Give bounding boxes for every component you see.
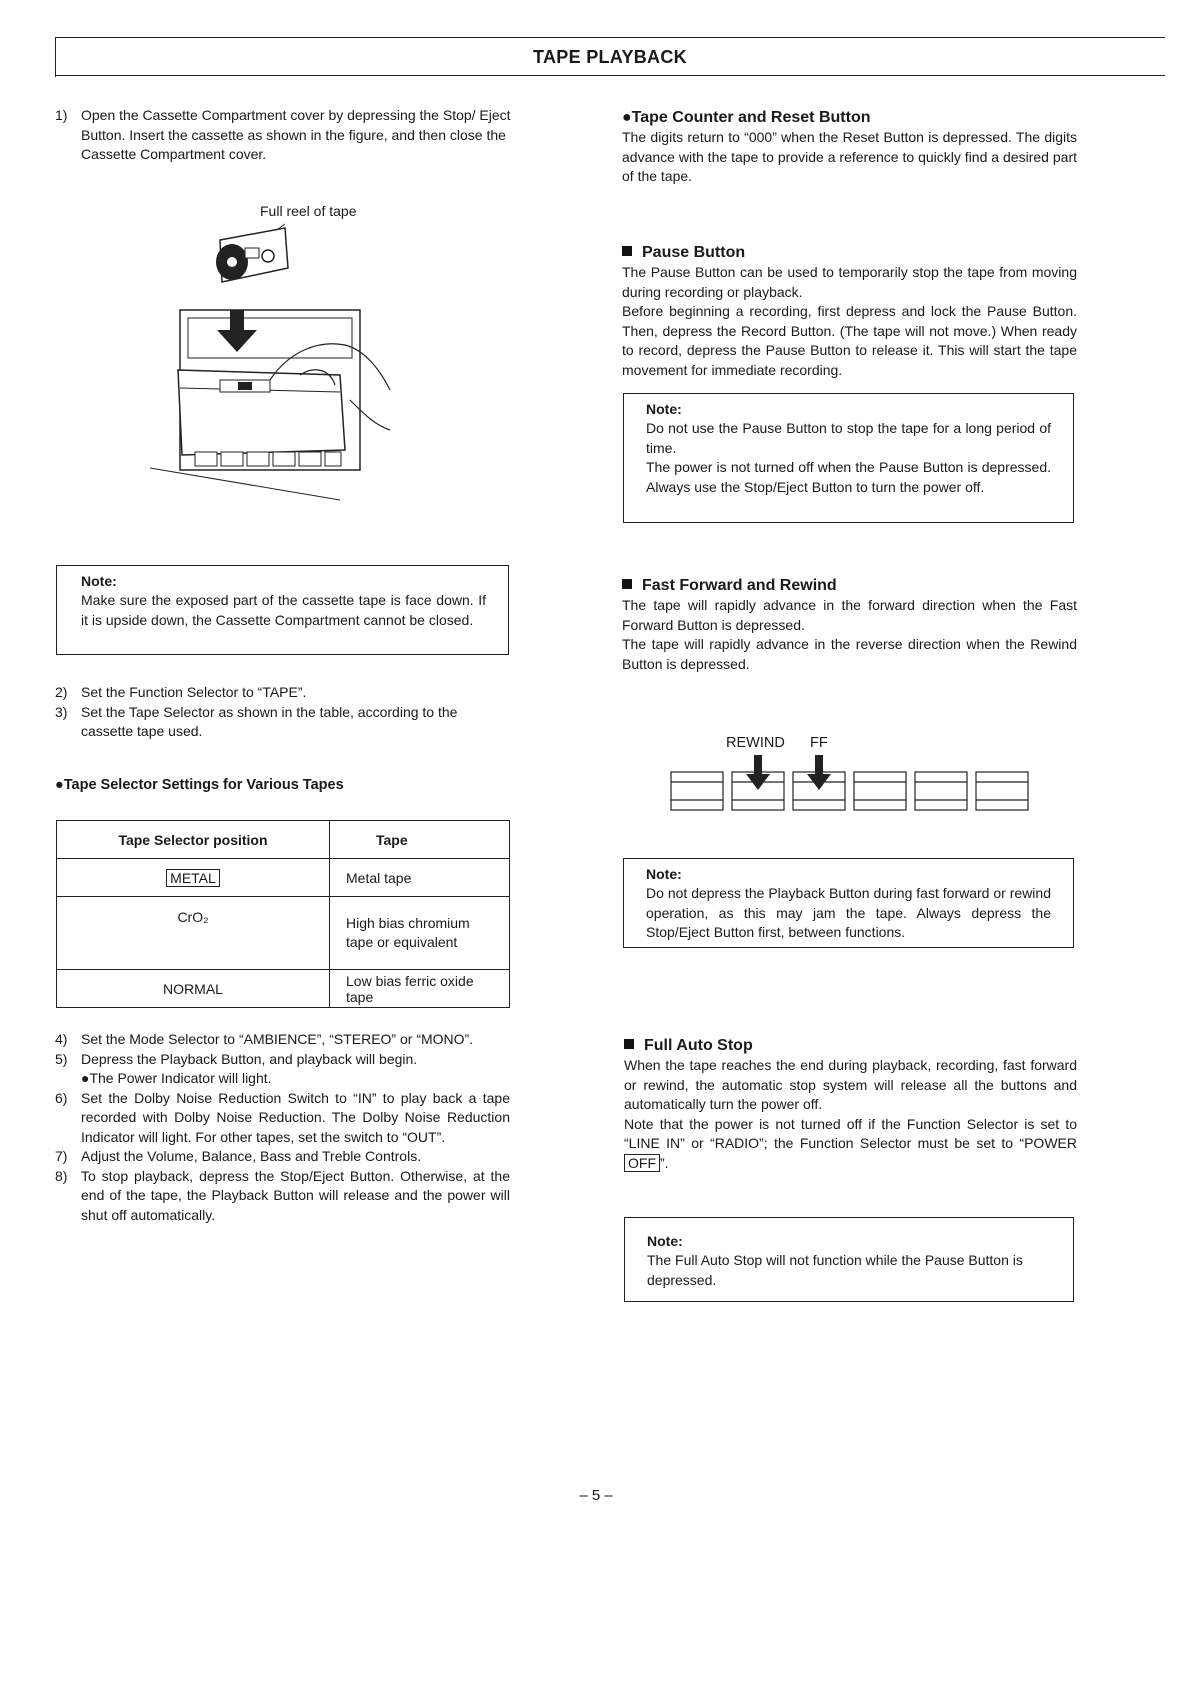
section-heading: ●Tape Counter and Reset Button	[622, 109, 871, 126]
section-tape-counter	[622, 108, 1077, 187]
deck-buttons-illustration	[668, 730, 1038, 820]
note-text: Do not use the Pause Button to stop the tape for a long period of time.	[646, 420, 1051, 456]
steps-2-3	[55, 683, 510, 742]
table-cell-position: CrO₂	[57, 897, 330, 970]
deck-body	[150, 310, 360, 500]
header-top-rule	[55, 37, 1165, 38]
step-number: 1)	[55, 107, 68, 123]
step-number: 4)	[55, 1031, 68, 1047]
section-pause-button	[622, 243, 1077, 380]
step-number: 6)	[55, 1089, 68, 1106]
section-text: The Pause Button can be used to temporarily stop the tape from moving during recording or playback.	[622, 264, 1077, 300]
step-item	[55, 1050, 510, 1089]
figure-label: Full reel of tape	[260, 203, 357, 219]
steps-4-8	[55, 1030, 510, 1225]
table-cell-tape: High bias chromium tape or equivalent	[330, 897, 510, 970]
note-text: Do not depress the Playback Button during fast forward or rewind operation, as this may jam the tape. Always depress the Stop/Eject Button first, between functions.	[646, 885, 1051, 940]
table-row	[57, 970, 510, 1008]
note-text: The Full Auto Stop will not function while the Pause Button is depressed.	[647, 1252, 1023, 1288]
step-1	[55, 106, 515, 165]
table-cell-position: NORMAL	[57, 970, 330, 1008]
header-frame	[55, 37, 1165, 77]
step-text: Set the Mode Selector to “AMBIENCE”, “STEREO” or “MONO”.	[81, 1031, 474, 1047]
note-text: Make sure the exposed part of the cassette tape is face down. If it is upside down, the Cassette Compartment cannot be closed.	[81, 592, 486, 628]
step-text: Set the Tape Selector as shown in the table, according to the cassette tape used.	[81, 703, 458, 739]
section-text: When the tape reaches the end during playback, recording, fast forward or rewind, the automatic stop system will release all the buttons and automatically turn the power off.	[624, 1057, 1077, 1112]
power-off-label: OFF	[624, 1154, 660, 1172]
section-text: The tape will rapidly advance in the reverse direction when the Rewind Button is depressed.	[622, 636, 1077, 672]
table-header-row	[57, 821, 510, 859]
table-cell-position	[57, 859, 330, 897]
step-number: 5)	[55, 1050, 68, 1067]
rewind-label: REWIND	[726, 735, 785, 751]
note-box-autostop	[624, 1217, 1074, 1302]
autostop-text-pre: Note that the power is not turned off if the Function Selector is set to “LINE IN” or “RADIO”; the Function Selector must be set to “POWER	[624, 1115, 1077, 1151]
step-number: 8)	[55, 1167, 68, 1184]
ff-label: FF	[810, 735, 828, 751]
cassette-insert-figure	[150, 200, 450, 510]
header-bottom-rule	[55, 75, 1165, 76]
cassette-icon	[216, 228, 288, 282]
step-number: 2)	[55, 684, 68, 700]
tape-selector-table	[56, 820, 510, 1008]
page-title: TAPE PLAYBACK	[533, 47, 687, 67]
table-title: ●Tape Selector Settings for Various Tapes	[55, 777, 344, 793]
column-header: Tape	[330, 821, 510, 859]
note-label: Note:	[646, 401, 682, 417]
column-header: Tape Selector position	[57, 821, 330, 859]
step-text: To stop playback, depress the Stop/Eject Button. Otherwise, at the end of the tape, the Playback Button will release and the power will shut off automatically.	[81, 1167, 510, 1223]
step-text: Depress the Playback Button, and playback will begin.	[81, 1050, 418, 1067]
cassette-illustration	[150, 200, 450, 510]
step-item	[55, 1089, 510, 1148]
step-item	[55, 106, 515, 165]
section-text: The tape will rapidly advance in the forward direction when the Fast Forward Button is depressed.	[622, 597, 1077, 633]
step-sub-text: ●The Power Indicator will light.	[81, 1070, 272, 1086]
note-box-ff	[623, 858, 1074, 948]
step-text: Set the Dolby Noise Reduction Switch to “IN” to play back a tape recorded with Dolby Noise Reduction. The Dolby Noise Reduction Indicator will light. For other tapes, set the switch to “OUT”.	[81, 1089, 510, 1145]
autostop-text-post: ”.	[660, 1154, 669, 1171]
step-item	[55, 1030, 510, 1050]
section-heading-text: Full Auto Stop	[644, 1037, 753, 1054]
step-item	[55, 703, 510, 742]
section-heading	[624, 1036, 1077, 1056]
step-text: Open the Cassette Compartment cover by depressing the Stop/ Eject Button. Insert the cassette as shown in the figure, and then close the Cassette Compartment cover.	[81, 107, 511, 162]
down-arrow-icon	[217, 310, 257, 352]
section-text: Before beginning a recording, first depress and lock the Pause Button. Then, depress the Record Button. (The tape will not move.) When ready to record, depress the Pause Button to release it. This will start the tape movement for immediate recording.	[622, 303, 1077, 378]
step-item	[55, 683, 510, 703]
page-number: – 5 –	[579, 1487, 613, 1504]
deck-button	[671, 772, 1028, 810]
square-bullet-icon	[624, 1039, 634, 1049]
metal-position-label: METAL	[166, 869, 220, 887]
table-cell-tape: Metal tape	[330, 859, 510, 897]
table-cell-tape: Low bias ferric oxide tape	[330, 970, 510, 1008]
step-item	[55, 1147, 510, 1167]
step-text: Set the Function Selector to “TAPE”.	[81, 684, 307, 700]
section-heading	[622, 243, 1077, 263]
note-box-pause	[623, 393, 1074, 523]
square-bullet-icon	[622, 579, 632, 589]
section-heading-text: Fast Forward and Rewind	[642, 577, 837, 594]
step-text: Adjust the Volume, Balance, Bass and Treble Controls.	[81, 1148, 422, 1164]
note-box-cassette	[56, 565, 509, 655]
note-label: Note:	[81, 573, 117, 589]
section-heading-text: Pause Button	[642, 244, 746, 261]
section-text: The digits return to “000” when the Reset Button is depressed. The digits advance with the tape to provide a reference to quickly find a desired part of the tape.	[622, 129, 1077, 184]
section-text	[624, 1115, 1077, 1174]
step-number: 3)	[55, 703, 68, 720]
note-label: Note:	[647, 1233, 683, 1249]
section-heading	[622, 576, 1077, 596]
table-row	[57, 897, 510, 970]
square-bullet-icon	[622, 246, 632, 256]
step-item	[55, 1167, 510, 1226]
step-number: 7)	[55, 1148, 68, 1164]
deck-buttons-figure	[668, 730, 1038, 820]
section-full-auto-stop	[624, 1036, 1077, 1173]
table-row	[57, 859, 510, 897]
note-label: Note:	[646, 866, 682, 882]
note-text: The power is not turned off when the Pause Button is depressed. Always use the Stop/Eject Button to turn the power off.	[646, 459, 1051, 495]
section-fast-forward-rewind	[622, 576, 1077, 674]
